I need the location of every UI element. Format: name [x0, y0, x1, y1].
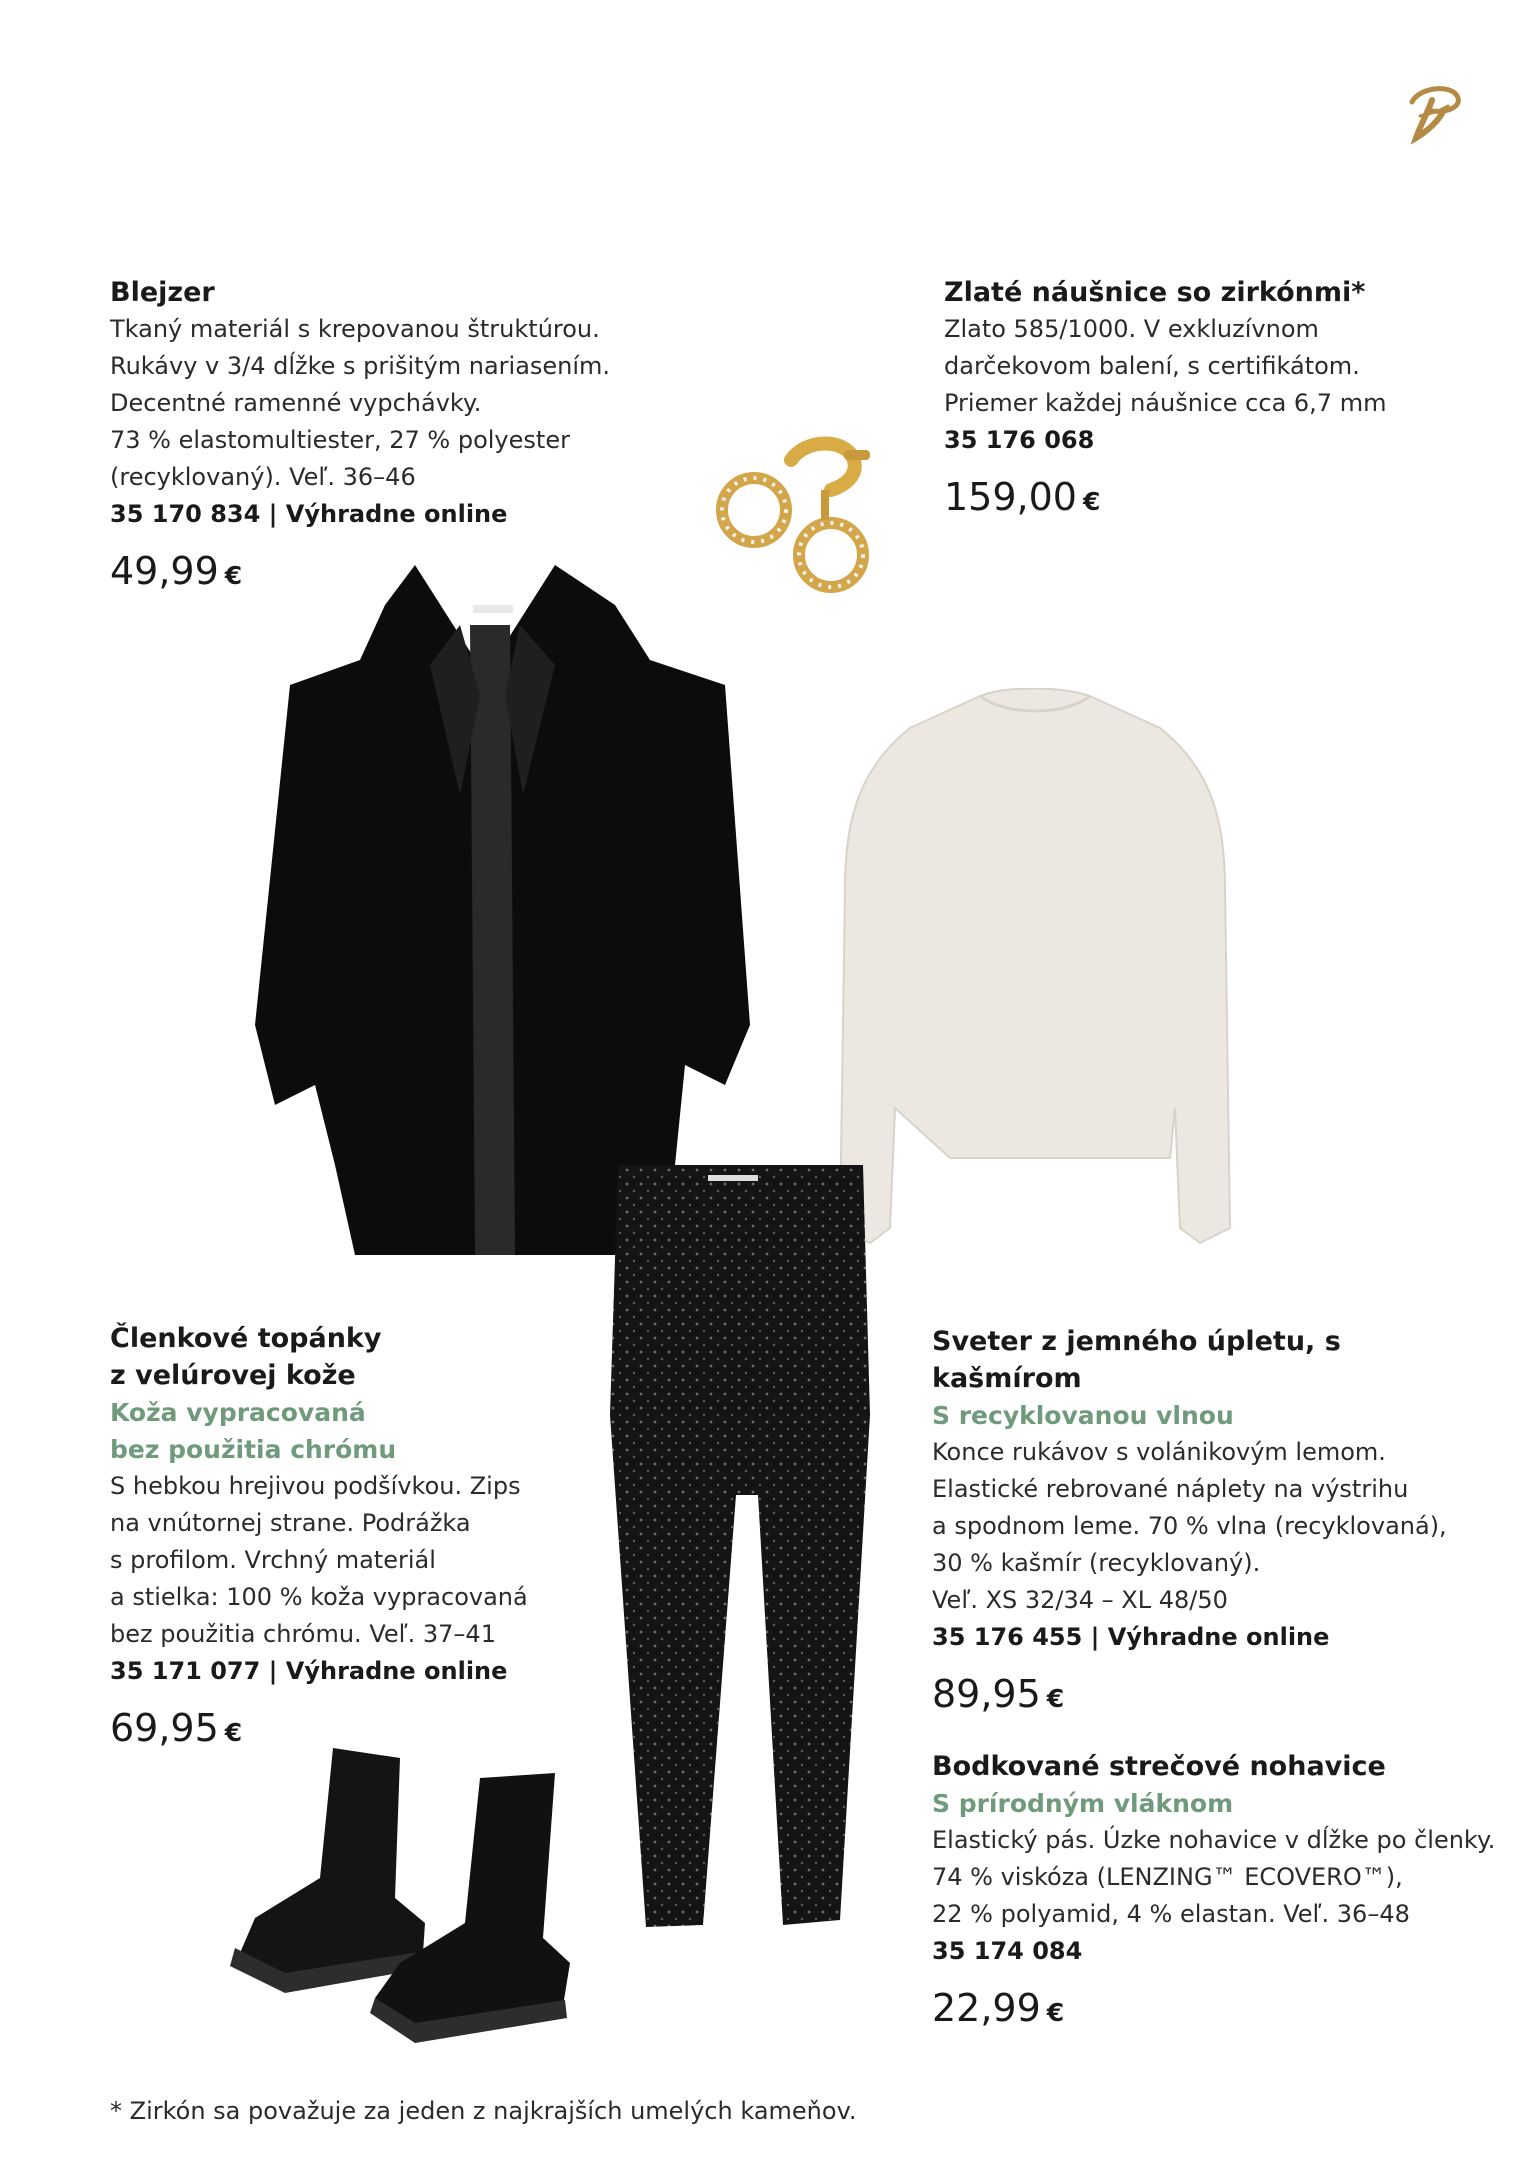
price-value: 69,95 [110, 1706, 219, 1750]
currency: € [1046, 1998, 1065, 2027]
desc-line: a stielka: 100 % koža vypracovaná [110, 1583, 528, 1611]
desc-line: Elastický pás. Úzke nohavice v dĺžke po členky. [932, 1826, 1496, 1854]
desc-line: Rukávy v 3/4 dĺžke s prišitým nariasením. [110, 352, 611, 380]
product-sweater [932, 1323, 1492, 1729]
desc-line: bez použitia chrómu. Veľ. 37–41 [110, 1620, 496, 1648]
desc-line: Tkaný materiál s krepovanou štruktúrou. [110, 315, 600, 343]
price [932, 1978, 1512, 2043]
desc-line: 22 % polyamid, 4 % elastan. Veľ. 36–48 [932, 1900, 1410, 1928]
desc-line: S hebkou hrejivou podšívkou. Zips [110, 1472, 521, 1500]
product-subtitle: S recyklovanou vlnou [932, 1401, 1234, 1430]
product-title: Členkové topánky [110, 1323, 382, 1354]
footnote: * Zirkón sa považuje za jeden z najkrajších umelých kameňov. [110, 2097, 857, 2125]
product-blazer [110, 274, 670, 606]
desc-line: (recyklovaný). Veľ. 36–46 [110, 463, 416, 491]
desc-line: 73 % elastomultiester, 27 % polyester [110, 426, 570, 454]
currency: € [1082, 487, 1101, 516]
price-value: 22,99 [932, 1986, 1041, 2030]
product-subtitle: bez použitia chrómu [110, 1435, 397, 1464]
desc-line: na vnútornej strane. Podrážka [110, 1509, 471, 1537]
boots-image [225, 1748, 575, 2043]
article-code: 35 171 077 | Výhradne online [110, 1657, 508, 1685]
desc-line: Decentné ramenné vypchávky. [110, 389, 482, 417]
article-code: 35 170 834 | Výhradne online [110, 500, 508, 528]
desc-line: s profilom. Vrchný materiál [110, 1546, 436, 1574]
price-value: 49,99 [110, 549, 219, 593]
price [110, 1698, 590, 1763]
product-earrings [944, 274, 1464, 532]
currency: € [224, 561, 243, 590]
product-title: Zlaté náušnice so zirkónmi* [944, 277, 1366, 308]
desc-line: Zlato 585/1000. V exkluzívnom [944, 315, 1319, 343]
desc-line: Elastické rebrované náplety na výstrihu [932, 1475, 1409, 1503]
desc-line: darčekovom balení, s certifikátom. [944, 352, 1360, 380]
price [944, 467, 1464, 532]
product-title: Blejzer [110, 277, 215, 308]
price [932, 1664, 1492, 1729]
blazer-image [255, 565, 755, 1260]
product-trousers [932, 1748, 1512, 2043]
article-code: 35 176 068 [944, 426, 1095, 454]
desc-line: Konce rukávov s volánikovým lemom. [932, 1438, 1386, 1466]
desc-line: 30 % kašmír (recyklovaný). [932, 1549, 1261, 1577]
price-value: 89,95 [932, 1672, 1041, 1716]
sweater-image [830, 688, 1240, 1250]
trousers-image [608, 1165, 876, 1930]
currency: € [1046, 1684, 1065, 1713]
price-value: 159,00 [944, 475, 1077, 519]
desc-line: Priemer každej náušnice cca 6,7 mm [944, 389, 1387, 417]
product-title: Sveter z jemného úpletu, s kašmírom [932, 1326, 1341, 1394]
desc-line: a spodnom leme. 70 % vlna (recyklovaná), [932, 1512, 1447, 1540]
currency: € [224, 1718, 243, 1747]
tchibo-logo-icon [1398, 76, 1468, 146]
desc-line: Veľ. XS 32/34 – XL 48/50 [932, 1586, 1228, 1614]
product-title: z velúrovej kože [110, 1360, 356, 1391]
desc-line: 74 % viskóza (LENZING™ ECOVERO™), [932, 1863, 1403, 1891]
product-title: Bodkované strečové nohavice [932, 1751, 1386, 1782]
article-code: 35 176 455 | Výhradne online [932, 1623, 1330, 1651]
product-subtitle: S prírodným vláknom [932, 1789, 1234, 1818]
article-code: 35 174 084 [932, 1937, 1083, 1965]
product-boots [110, 1320, 590, 1763]
product-subtitle: Koža vypracovaná [110, 1398, 366, 1427]
